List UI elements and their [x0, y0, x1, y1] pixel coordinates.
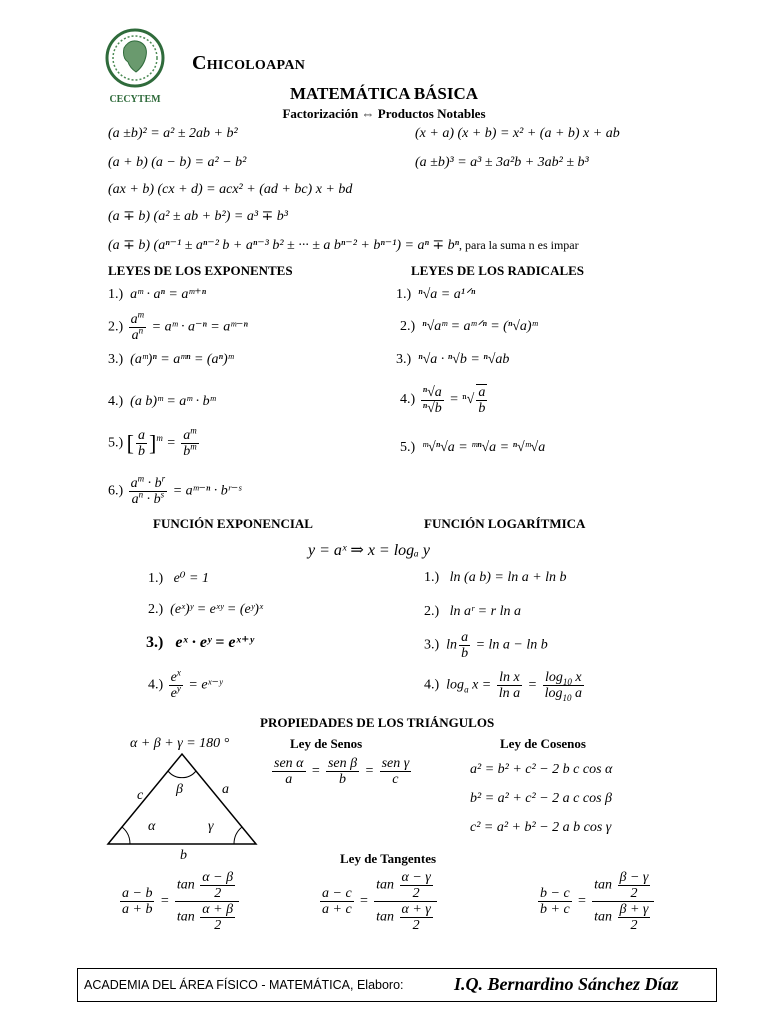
rad-row-5	[400, 440, 545, 456]
rad-row-2	[400, 318, 537, 335]
flog-formula: =	[527, 677, 538, 693]
rad-formula: ⁿ√a = a¹ᐟⁿ	[418, 287, 476, 302]
exp-formula: = aᵐ⁻ⁿ · bʳ⁻ˢ	[172, 483, 242, 499]
flog-label: 4.)	[424, 677, 440, 693]
exp-row-2	[108, 309, 248, 343]
rad-label: 4.)	[400, 392, 416, 408]
flog-row-2	[424, 604, 521, 620]
exp-row-1	[108, 286, 206, 303]
side-b-label: b	[180, 848, 187, 863]
exponencial-heading: FUNCIÓN EXPONENCIAL	[153, 516, 313, 531]
exp-formula: = aᵐ · a⁻ⁿ = aᵐ⁻ⁿ	[151, 319, 248, 335]
fact-eq-6: (x + a) (x + b) = x² + (a + b) x + ab	[415, 126, 620, 141]
exp-formula: (aᵐ)ⁿ = aᵐⁿ = (aⁿ)ᵐ	[130, 352, 234, 367]
exp-row-3	[108, 352, 233, 368]
ley-cosenos-2: b² = a² + c² − 2 a c cos β	[470, 791, 612, 806]
exp-fraction: $\frac{a^m \cdot b^r}{a^n \cdot b^s}$	[130, 473, 166, 507]
flog-label: 3.)	[424, 637, 440, 653]
fexp-row-4	[148, 667, 223, 701]
flog-formula: ln (a b) = ln a + ln b	[449, 570, 567, 585]
fact-eq-5-formula: (a ∓ b) (aⁿ⁻¹ ± aⁿ⁻² b + aⁿ⁻³ b² ± ··· ± a bⁿ⁻² + bⁿ⁻¹) = aⁿ ∓ bⁿ	[108, 238, 459, 253]
side-a-label: a	[222, 782, 229, 797]
ley-tangentes-2: $\frac{a - c}{a + c}$ = tan $\frac{\alpha - \gamma}{2}$ tan $\frac{\alpha + \gamma}{2}$	[318, 870, 439, 933]
fexp-row-3	[146, 632, 254, 652]
exp-formula: aᵐ · aⁿ = aᵐ⁺ⁿ	[130, 287, 207, 302]
rad-formula: ⁿ√a · ⁿ√b = ⁿ√ab	[418, 352, 510, 367]
flog-fraction: $\frac{\log_{10} x}{\log_{10} a}$	[544, 670, 582, 703]
ley-cosenos-1: a² = b² + c² − 2 b c cos α	[470, 762, 613, 777]
angle-beta-label: β	[176, 782, 183, 797]
footer-author: I.Q. Bernardino Sánchez Díaz	[454, 974, 679, 994]
exp-label: 2.)	[108, 319, 124, 335]
fexp-row-1	[148, 570, 209, 587]
rad-fraction: $\frac{\text{ⁿ√a}}{\text{ⁿ√b}}$	[422, 384, 442, 416]
fact-eq-3: (ax + b) (cx + d) = acx² + (ad + bc) x + bd	[108, 182, 353, 197]
exp-row-4	[108, 394, 215, 410]
rad-label: 5.)	[400, 440, 416, 455]
exp-row-5: 5.) [ $\frac{a}{b}$ ]$^m$ = $\frac{a^m}{b^m}$	[108, 425, 197, 459]
rad-formula: ⁿ√aᵐ = aᵐᐟⁿ = (ⁿ√a)ᵐ	[422, 319, 538, 334]
rad-label: 2.)	[400, 319, 416, 334]
rad-label: 3.)	[396, 352, 412, 367]
exponentes-heading: LEYES DE LOS EXPONENTES	[108, 263, 293, 278]
flog-row-4: 4.) $\log_a x$ = $\frac{\text{ln x}}{\text{ln a}}$ = $\frac{\log_{10} x}{\log_{10} a}$	[424, 670, 582, 703]
rad-formula: =	[449, 392, 459, 408]
ley-cosenos-title: Ley de Cosenos	[500, 736, 586, 751]
exp-formula: =	[166, 435, 176, 451]
fexp-formula: e⁰ = 1	[173, 571, 209, 586]
rad-formula: ᵐ√ⁿ√a = ᵐⁿ√a = ⁿ√ᵐ√a	[422, 440, 546, 455]
footer-box	[77, 968, 717, 1002]
fact-eq-1: (a ±b)² = a² ± 2ab + b²	[108, 126, 238, 141]
exp-label: 5.)	[108, 435, 124, 451]
fexp-formula: = eˣ⁻ʸ	[188, 677, 223, 693]
flog-label: 2.)	[424, 604, 440, 619]
page-subtitle: Factorización ⇔ Productos Notables	[282, 106, 486, 121]
ley-tangentes-1: $\frac{a - b}{a + b}$ = tan $\frac{\alpha - \beta}{2}$ tan $\frac{\alpha + \beta}{2}$	[118, 870, 241, 933]
logaritmica-heading: FUNCIÓN LOGARÍTMICA	[424, 516, 586, 531]
triangle-diagram	[100, 748, 270, 858]
rad-row-1	[396, 286, 475, 303]
ley-tangentes-3: $\frac{b - c}{b + c}$ = tan $\frac{\beta - \gamma}{2}$ tan $\frac{\beta + \gamma}{2}$	[536, 870, 656, 933]
fact-eq-4: (a ∓ b) (a² ± ab + b²) = a³ ∓ b³	[108, 209, 288, 224]
logo-text: CECYTEM	[109, 94, 161, 105]
fact-note: , para la suma n es impar	[459, 238, 579, 252]
page-title: MATEMÁTICA BÁSICA	[289, 84, 479, 103]
ley-senos-title: Ley de Senos	[290, 736, 363, 751]
exp-label: 1.)	[108, 287, 124, 302]
triangulos-heading: PROPIEDADES DE LOS TRIÁNGULOS	[260, 715, 495, 730]
radicales-heading: LEYES DE LOS RADICALES	[411, 263, 585, 278]
fexp-label: 1.)	[148, 571, 164, 586]
exp-log-relation: y = aˣ ⇒ x = logₐ y	[308, 542, 430, 559]
flog-row-1	[424, 570, 567, 586]
rad-row-4: 4.) $\frac{\text{ⁿ√a}}{\text{ⁿ√b}}$ = ⁿ√ $\frac{a}{b}$	[400, 384, 486, 416]
exp-fraction: $\frac{a}{b}$	[138, 428, 145, 459]
fact-eq-2: (a + b) (a − b) = a² − b²	[108, 155, 247, 170]
fexp-label: 3.)	[146, 634, 164, 651]
footer-text: ACADEMIA DEL ÁREA FÍSICO - MATEMÁTICA, Elaboro:	[84, 978, 404, 992]
exp-fraction: $\frac{a^m}{a^n}$	[130, 309, 145, 343]
side-c-label: c	[137, 788, 144, 803]
fact-eq-5	[108, 237, 579, 254]
fexp-label: 2.)	[148, 602, 164, 617]
exp-formula: (a b)ᵐ = aᵐ · bᵐ	[130, 394, 216, 409]
rad-row-3	[396, 352, 509, 368]
exp-label: 3.)	[108, 352, 124, 367]
angle-alpha-label: α	[148, 819, 156, 834]
rad-fraction: $\frac{a}{b}$	[478, 385, 486, 416]
fexp-fraction: $\frac{e^x}{e^y}$	[170, 667, 181, 701]
ley-senos-formula: sen α a = sen β b = sen γ c	[274, 756, 410, 787]
angle-gamma-label: γ	[208, 819, 214, 834]
ley-cosenos-3: c² = a² + b² − 2 a b cos γ	[470, 820, 612, 835]
rad-label: 1.)	[396, 287, 412, 302]
flog-formula: ln aʳ = r ln a	[449, 604, 521, 619]
exp-label: 4.)	[108, 394, 124, 409]
flog-label: 1.)	[424, 570, 440, 585]
fexp-formula: eˣ · eʸ = eˣ⁺ʸ	[175, 634, 254, 651]
flog-formula: = ln a − ln b	[475, 637, 548, 653]
angle-sum: α + β + γ = 180 °	[130, 736, 230, 751]
flog-fraction: $\frac{a}{b}$	[461, 630, 469, 661]
flog-fraction: $\frac{\text{ln x}}{\text{ln a}}$	[498, 670, 521, 701]
fexp-row-2	[148, 602, 263, 618]
fexp-label: 4.)	[148, 677, 164, 693]
flog-row-3: 3.) ln $\frac{a}{b}$ = ln a − ln b	[424, 630, 548, 661]
school-name: Chicoloapan	[192, 52, 306, 74]
ley-tangentes-title: Ley de Tangentes	[340, 851, 437, 866]
fact-eq-7: (a ±b)³ = a³ ± 3a²b + 3ab² ± b³	[415, 155, 589, 170]
exp-label: 6.)	[108, 483, 124, 499]
fexp-formula: (eˣ)ʸ = eˣʸ = (eʸ)ˣ	[170, 602, 263, 617]
exp-row-6	[108, 473, 242, 507]
exp-fraction: $\frac{a^m}{b^m}$	[183, 425, 197, 459]
